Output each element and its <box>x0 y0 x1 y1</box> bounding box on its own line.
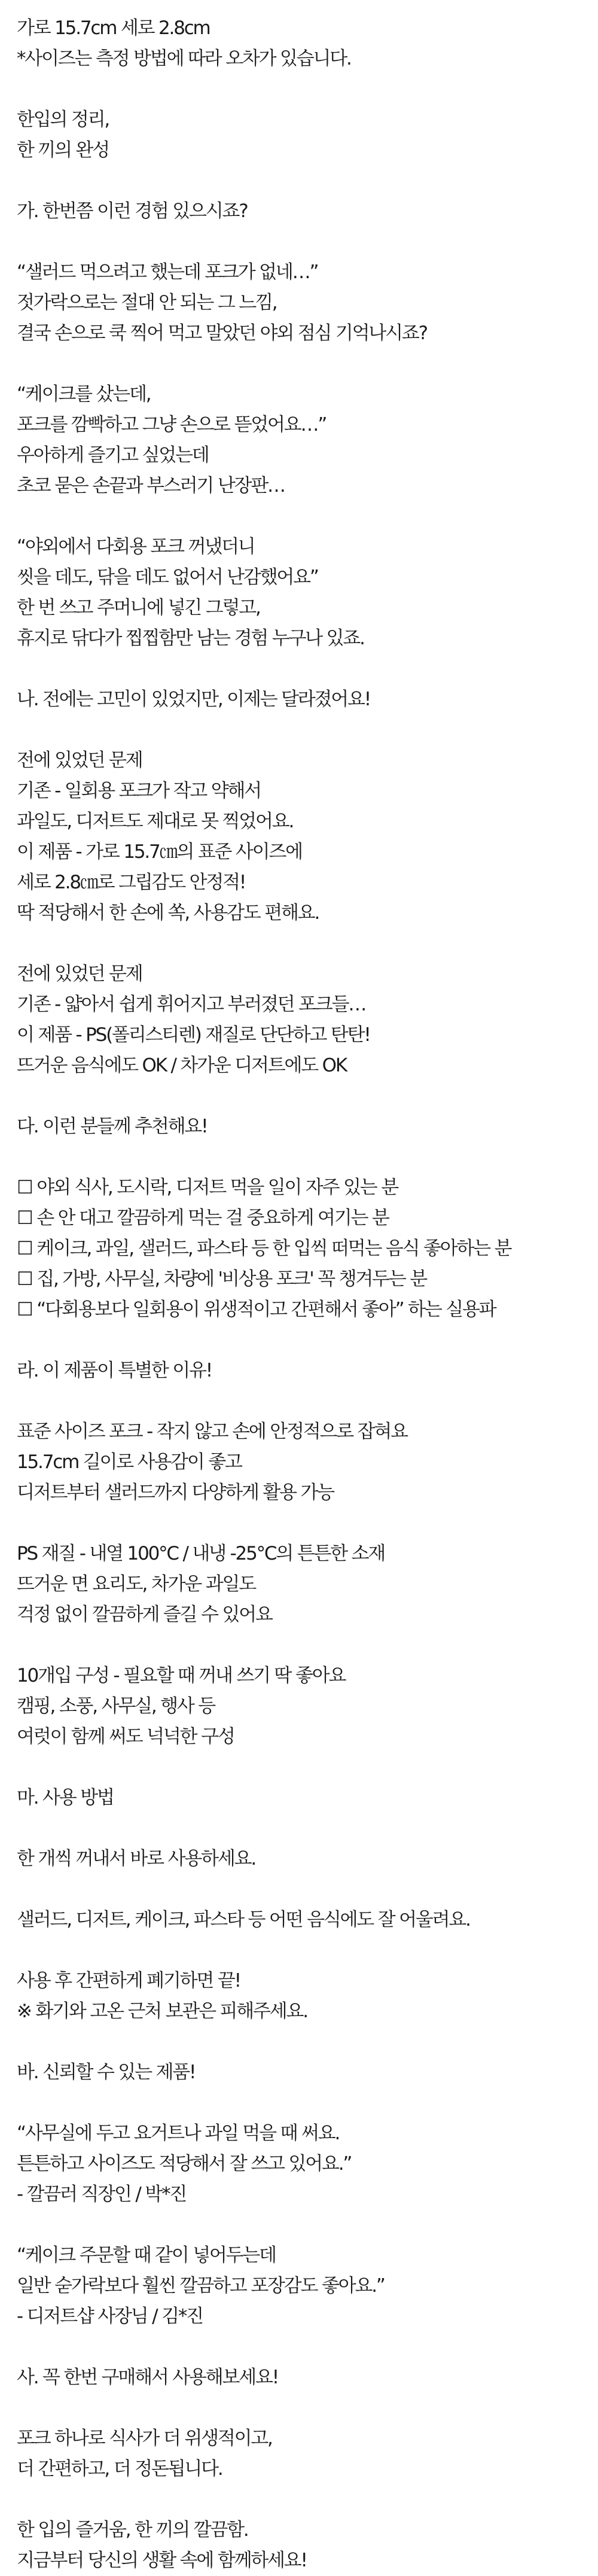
paragraph <box>17 1966 598 2027</box>
text-line: 15.7cm 길이로 사용감이 좋고 <box>17 1451 242 1473</box>
text-line: 젓가락으로는 절대 안 되는 그 느낌, <box>17 292 277 313</box>
text-line: 다. 이런 분들께 추천해요! <box>17 1116 208 1137</box>
paragraph-gap <box>17 1325 598 1356</box>
paragraph <box>17 1905 598 1935</box>
text-line: 여럿이 함께 써도 넉넉한 구성 <box>17 1726 234 1747</box>
paragraph <box>17 1356 598 1386</box>
paragraph <box>17 745 598 928</box>
paragraph-gap <box>17 1386 598 1417</box>
paragraph <box>17 2423 598 2484</box>
text-line: 한 입의 즐거움, 한 끼의 깔끔함. <box>17 2519 248 2541</box>
paragraph <box>17 1844 598 1874</box>
text-line: 포크 하나로 식사가 더 위생적이고, <box>17 2428 272 2449</box>
paragraph <box>17 2118 598 2210</box>
text-line: 샐러드, 디저트, 케이크, 파스타 등 어떤 음식에도 잘 어울려요. <box>17 1909 470 1931</box>
paragraph <box>17 379 598 501</box>
text-line: ☐ 집, 가방, 사무실, 차량에 '비상용 포크' 꼭 챙겨두는 분 <box>17 1268 427 1290</box>
paragraph <box>17 257 598 349</box>
text-line: 결국 손으로 쿡 찍어 먹고 말았던 야외 점심 기억나시죠? <box>17 322 427 344</box>
text-line: 한 번 쓰고 주머니에 넣긴 그렇고, <box>17 597 260 619</box>
text-line: 이 제품 - 가로 15.7㎝의 표준 사이즈에 <box>17 841 302 863</box>
paragraph <box>17 959 598 1081</box>
text-line: 우아하게 즐기고 싶었는데 <box>17 444 209 466</box>
paragraph-gap <box>17 2393 598 2423</box>
text-line: *사이즈는 측정 방법에 따라 오차가 있습니다. <box>17 48 351 69</box>
text-line: 세로 2.8㎝로 그립감도 안정적! <box>17 872 246 893</box>
paragraph <box>17 2515 598 2576</box>
paragraph <box>17 1417 598 1508</box>
text-line: 한입의 정리, <box>17 109 109 130</box>
paragraph <box>17 684 598 715</box>
text-line: 나. 전에는 고민이 있었지만, 이제는 달라졌어요! <box>17 689 370 710</box>
text-line: 디저트부터 샐러드까지 다양하게 활용 가능 <box>17 1482 334 1503</box>
text-line: 걱정 없이 깔끔하게 즐길 수 있어요 <box>17 1604 272 1625</box>
text-line: 지금부터 당신의 생활 속에 함께하세요! <box>17 2550 307 2571</box>
text-line: 전에 있었던 문제 <box>17 963 142 985</box>
paragraph-gap <box>17 928 598 959</box>
text-line: 사용 후 간편하게 폐기하면 끝! <box>17 1970 240 1992</box>
paragraph <box>17 196 598 227</box>
paragraph <box>17 105 598 166</box>
paragraph <box>17 1661 598 1752</box>
paragraph <box>17 2240 598 2332</box>
paragraph-gap <box>17 501 598 532</box>
paragraph-gap <box>17 227 598 257</box>
text-line: 바. 신뢰할 수 있는 제품! <box>17 2062 196 2083</box>
text-line: 뜨거운 음식에도 OK / 차가운 디저트에도 OK <box>17 1055 347 1076</box>
text-line: 한 개씩 꺼내서 바로 사용하세요. <box>17 1848 255 1869</box>
text-line: 튼튼하고 사이즈도 적당해서 잘 쓰고 있어요.” <box>17 2153 352 2175</box>
paragraph-gap <box>17 2332 598 2362</box>
text-line: ☐ 케이크, 과일, 샐러드, 파스타 등 한 입씩 떠먹는 음식 좋아하는 분 <box>17 1238 511 1259</box>
paragraph-gap <box>17 1142 598 1173</box>
text-line: ☐ 야외 식사, 도시락, 디저트 먹을 일이 자주 있는 분 <box>17 1177 398 1198</box>
text-line: ☐ 손 안 대고 깔끔하게 먹는 걸 중요하게 여기는 분 <box>17 1207 389 1229</box>
text-line: 기존 - 얇아서 쉽게 휘어지고 부러졌던 포크들… <box>17 994 366 1015</box>
paragraph-gap <box>17 715 598 745</box>
text-line: 초코 묻은 손끝과 부스러기 난장판… <box>17 475 285 497</box>
text-line: ※ 화기와 고온 근처 보관은 피해주세요. <box>17 2000 307 2022</box>
text-line: 마. 사용 방법 <box>17 1787 114 1808</box>
text-line: 포크를 깜빡하고 그냥 손으로 뜯었어요…” <box>17 414 327 436</box>
paragraph-gap <box>17 2210 598 2240</box>
text-line: “케이크 주문할 때 같이 넣어두는데 <box>17 2245 276 2266</box>
text-line: “샐러드 먹으려고 했는데 포크가 없네…” <box>17 261 318 283</box>
paragraph <box>17 2057 598 2088</box>
paragraph <box>17 13 598 74</box>
text-line: “사무실에 두고 요거트나 과일 먹을 때 써요. <box>17 2123 340 2144</box>
paragraph-gap <box>17 1935 598 1966</box>
text-line: ☐ “다회용보다 일회용이 위생적이고 간편해서 좋아” 하는 실용파 <box>17 1299 496 1320</box>
paragraph-gap <box>17 1081 598 1112</box>
paragraph-gap <box>17 1752 598 1783</box>
text-line: 라. 이 제품이 특별한 이유! <box>17 1360 212 1381</box>
paragraph-gap <box>17 166 598 196</box>
paragraph <box>17 2362 598 2393</box>
text-line: PS 재질 - 내열 100°C / 내냉 -25°C의 튼튼한 소재 <box>17 1543 385 1564</box>
paragraph-gap <box>17 1508 598 1539</box>
paragraph-gap <box>17 1630 598 1661</box>
text-line: 뜨거운 면 요리도, 차가운 과일도 <box>17 1573 255 1595</box>
text-line: 기존 - 일회용 포크가 작고 약해서 <box>17 780 261 802</box>
paragraph-gap <box>17 2484 598 2515</box>
text-line: 전에 있었던 문제 <box>17 750 142 771</box>
paragraph-gap <box>17 1813 598 1844</box>
text-line: 한 끼의 완성 <box>17 139 109 161</box>
text-line: 표준 사이즈 포크 - 작지 않고 손에 안정적으로 잡혀요 <box>17 1421 407 1442</box>
text-line: 과일도, 디저트도 제대로 못 찍었어요. <box>17 811 294 832</box>
text-line: 가. 한번쯤 이런 경험 있으시죠? <box>17 200 248 222</box>
text-line: “케이크를 샀는데, <box>17 383 151 405</box>
text-line: 캠핑, 소풍, 사무실, 행사 등 <box>17 1695 215 1717</box>
text-line: 사. 꼭 한번 구매해서 사용해보세요! <box>17 2367 278 2388</box>
text-line: - 깔끔러 직장인 / 박*진 <box>17 2184 187 2205</box>
paragraph <box>17 1783 598 1813</box>
text-line: 가로 15.7cm 세로 2.8cm <box>17 17 210 39</box>
paragraph <box>17 1539 598 1630</box>
text-line: “야외에서 다회용 포크 꺼냈더니 <box>17 536 255 558</box>
text-line: 이 제품 - PS(폴리스티렌) 재질로 단단하고 탄탄! <box>17 1024 370 1046</box>
text-line: 씻을 데도, 닦을 데도 없어서 난감했어요” <box>17 567 318 588</box>
text-line: 더 간편하고, 더 정돈됩니다. <box>17 2458 222 2480</box>
paragraph-gap <box>17 2088 598 2118</box>
paragraph <box>17 1173 598 1325</box>
text-line: 10개입 구성 - 필요할 때 꺼내 쓰기 딱 좋아요 <box>17 1665 346 1686</box>
paragraph-gap <box>17 654 598 684</box>
text-line: 딱 적당해서 한 손에 쏙, 사용감도 편해요. <box>17 902 319 924</box>
paragraph-gap <box>17 2027 598 2057</box>
text-line: 일반 숟가락보다 훨씬 깔끔하고 포장감도 좋아요.” <box>17 2275 385 2297</box>
text-line: 휴지로 닦다가 찝찝함만 남는 경험 누구나 있죠. <box>17 628 364 649</box>
paragraph-gap <box>17 74 598 105</box>
paragraph-gap <box>17 1874 598 1905</box>
paragraph <box>17 1112 598 1142</box>
paragraph <box>17 532 598 654</box>
text-line: - 디저트샵 사장님 / 김*진 <box>17 2306 203 2327</box>
paragraph-gap <box>17 349 598 379</box>
